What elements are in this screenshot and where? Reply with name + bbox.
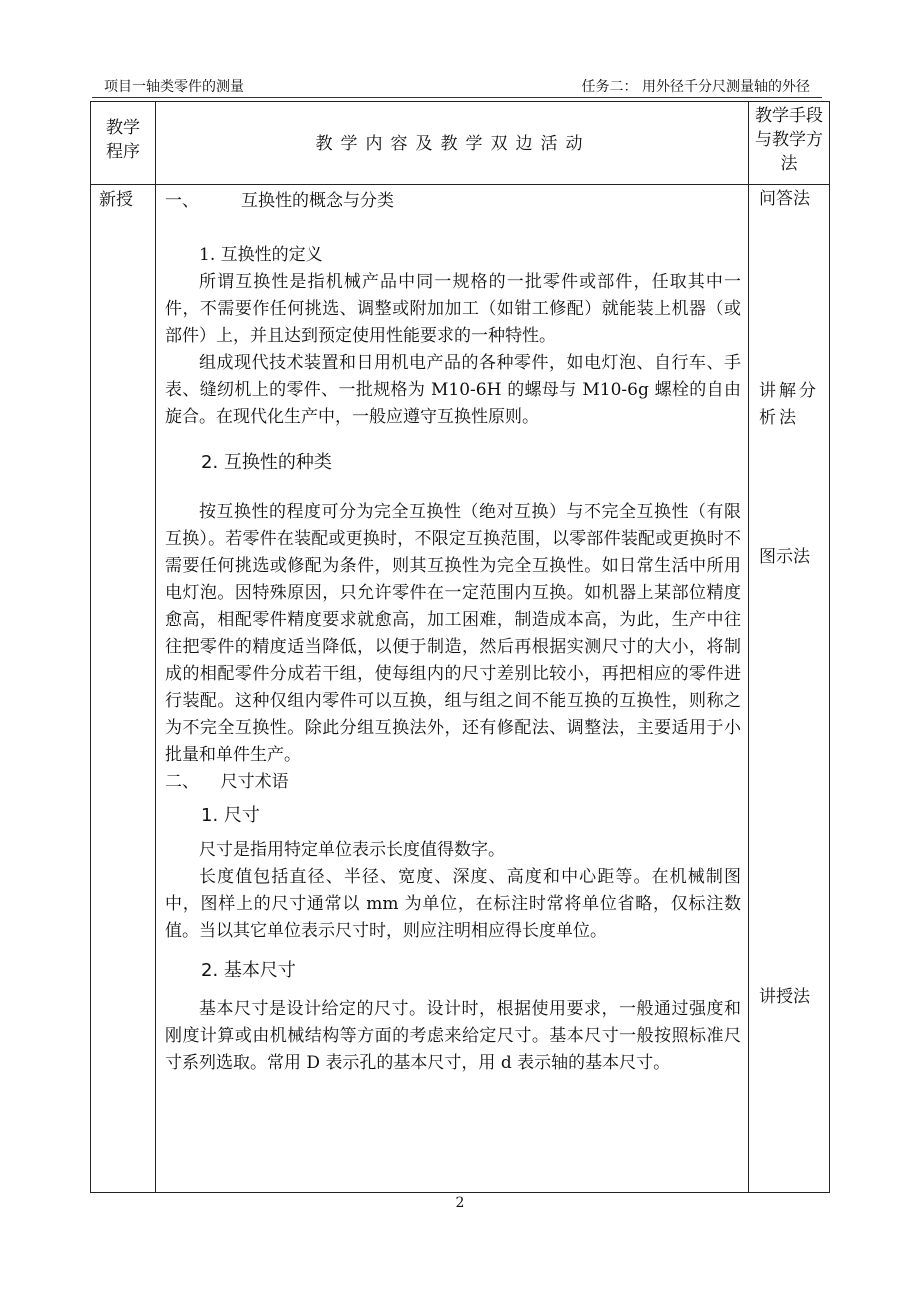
lesson-content	[165, 188, 741, 1077]
method-diagram: 图示法	[759, 547, 810, 567]
page-number: 2	[455, 1195, 465, 1211]
spacer	[165, 476, 741, 499]
subsection-types-title: 2. 互换性的种类	[201, 452, 332, 473]
spacer	[165, 984, 741, 996]
column-divider-1	[155, 102, 156, 1192]
spacer	[165, 215, 741, 242]
subsection-definition-title: 1. 互换性的定义	[199, 245, 323, 265]
header-row-divider	[91, 184, 829, 185]
method-lecture: 讲授法	[759, 987, 810, 1007]
header-rule	[92, 97, 822, 98]
spacer	[165, 431, 741, 449]
lesson-table	[90, 101, 830, 1193]
header-task-title: 任务二： 用外径千分尺测量轴的外径	[581, 79, 810, 95]
paragraph-definition: 所谓互换性是指机械产品中同一规格的一批零件或部件，任取其中一件，不需要作任何挑选、调整或附加加工（如钳工修配）就能装上机器（或部件）上，并且达到预定使用性能要求的一种特性。	[165, 272, 741, 346]
page-header	[104, 76, 810, 96]
header-method: 教学手段与教学方法	[755, 106, 823, 174]
section-1-number: 一、	[165, 191, 199, 211]
paragraph-size-values: 长度值包括直径、半径、宽度、深度、高度和中心距等。在机械制图中，图样上的尺寸通常以 mm 为单位，在标注时常将单位省略，仅标注数值。当以其它单位表示尺寸时，则应注明相应得长度单位。	[165, 867, 741, 941]
header-content: 教学内容及教学双边活动	[315, 134, 591, 154]
header-project-title: 项目一轴类零件的测量	[104, 79, 244, 95]
spacer	[165, 945, 741, 957]
paragraph-examples: 组成现代技术装置和日用机电产品的各种零件，如电灯泡、自行车、手表、缝纫机上的零件、一批规格为 M10-6H 的螺母与 M10-6g 螺栓的自由旋合。在现代化生产中，一般应遵守互换性原则。	[165, 353, 741, 427]
method-qa: 问答法	[759, 189, 810, 209]
section-2-heading	[165, 769, 741, 796]
subsection-size-title: 1. 尺寸	[201, 805, 260, 826]
section-1-title: 互换性的概念与分类	[241, 191, 394, 211]
paragraph-size-definition: 尺寸是指用特定单位表示长度值得数字。	[199, 840, 505, 860]
paragraph-basic-size: 基本尺寸是设计给定的尺寸。设计时，根据使用要求，一般通过强度和刚度计算或由机械结构等方面的考虑来给定尺寸。基本尺寸一般按照标准尺寸系列选取。常用 D 表示孔的基本尺寸，用 d 表示轴的基本尺寸。	[165, 999, 741, 1073]
section-1-heading	[165, 188, 741, 215]
row-label-new-lesson: 新授	[99, 190, 133, 210]
column-divider-2	[748, 102, 749, 1192]
header-program: 教学程序	[106, 118, 140, 162]
paragraph-types: 按互换性的程度可分为完全互换性（绝对互换）与不完全互换性（有限互换）。若零件在装配或更换时，不限定互换范围，以零部件装配或更换时不需要任何挑选或修配为条件，则其互换性为完全互换性。如日常生活中所用电灯泡。因特殊原因，只允许零件在一定范围内互换。如机器上某部位精度愈高，相配零件精度要求就愈高，加工困难，制造成本高，为此，生产中往往把零件的精度适当降低，以便于制造，然后再根据实测尺寸的大小，将制成的相配零件分成若干组，使每组内的尺寸差别比较小，再把相应的零件进行装配。这种仅组内零件可以互换，组与组之间不能互换的互换性，则称之为不完全互换性。除此分组互换法外，还有修配法、调整法，主要适用于小批量和单件生产。	[165, 502, 741, 765]
spacer	[165, 829, 741, 837]
section-2-number: 二、	[165, 772, 199, 792]
subsection-basic-size-title: 2. 基本尺寸	[201, 960, 296, 981]
section-2-title: 尺寸术语	[220, 772, 289, 792]
method-explain-analyze: 讲解分析法	[759, 381, 819, 428]
